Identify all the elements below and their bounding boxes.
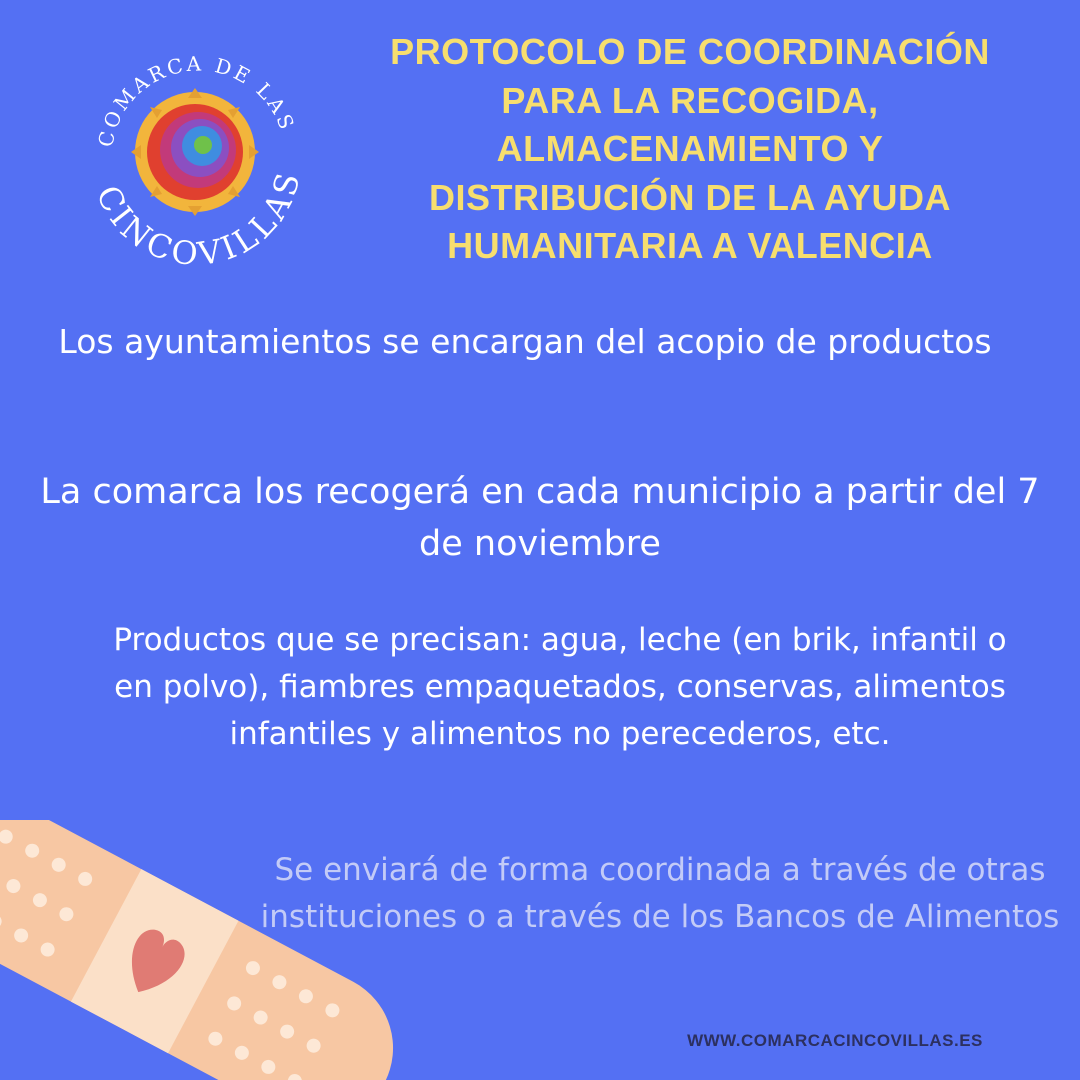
title-line: HUMANITARIA A VALENCIA: [447, 225, 933, 266]
products-needed-text: Productos que se precisan: agua, leche (en brik, infantil o en polvo), fiambres empaquetados, conservas, alimentos infantiles y alimentos no perecederos, etc.: [113, 622, 1007, 752]
title-line: PARA LA RECOGIDA,: [501, 79, 879, 121]
title-line: ALMACENAMIENTO Y: [496, 128, 884, 169]
bandage-heart-icon: [0, 820, 420, 1080]
logo-top-text: COMARCA DE LAS: [93, 51, 300, 150]
website-url[interactable]: WWW.COMARCACINCOVILLAS.ES: [687, 1031, 983, 1050]
page-title: [340, 28, 1040, 271]
collection-text: Los ayuntamientos se encargan del acopio de productos: [58, 322, 992, 361]
logo-emblem: [131, 88, 259, 216]
pickup-date-text: La comarca los recogerá en cada municipio a partir del 7 de noviembre: [40, 472, 1040, 564]
shipping-text: Se enviará de forma coordinada a través de otras instituciones o a través de los Bancos de Alimentos: [260, 852, 1060, 935]
comarca-logo: [80, 40, 310, 270]
title-line: PROTOCOLO DE COORDINACIÓN: [390, 31, 990, 72]
logo-bottom-text: CINCOVILLAS: [88, 165, 309, 270]
title-line: DISTRIBUCIÓN DE LA AYUDA: [428, 176, 952, 218]
